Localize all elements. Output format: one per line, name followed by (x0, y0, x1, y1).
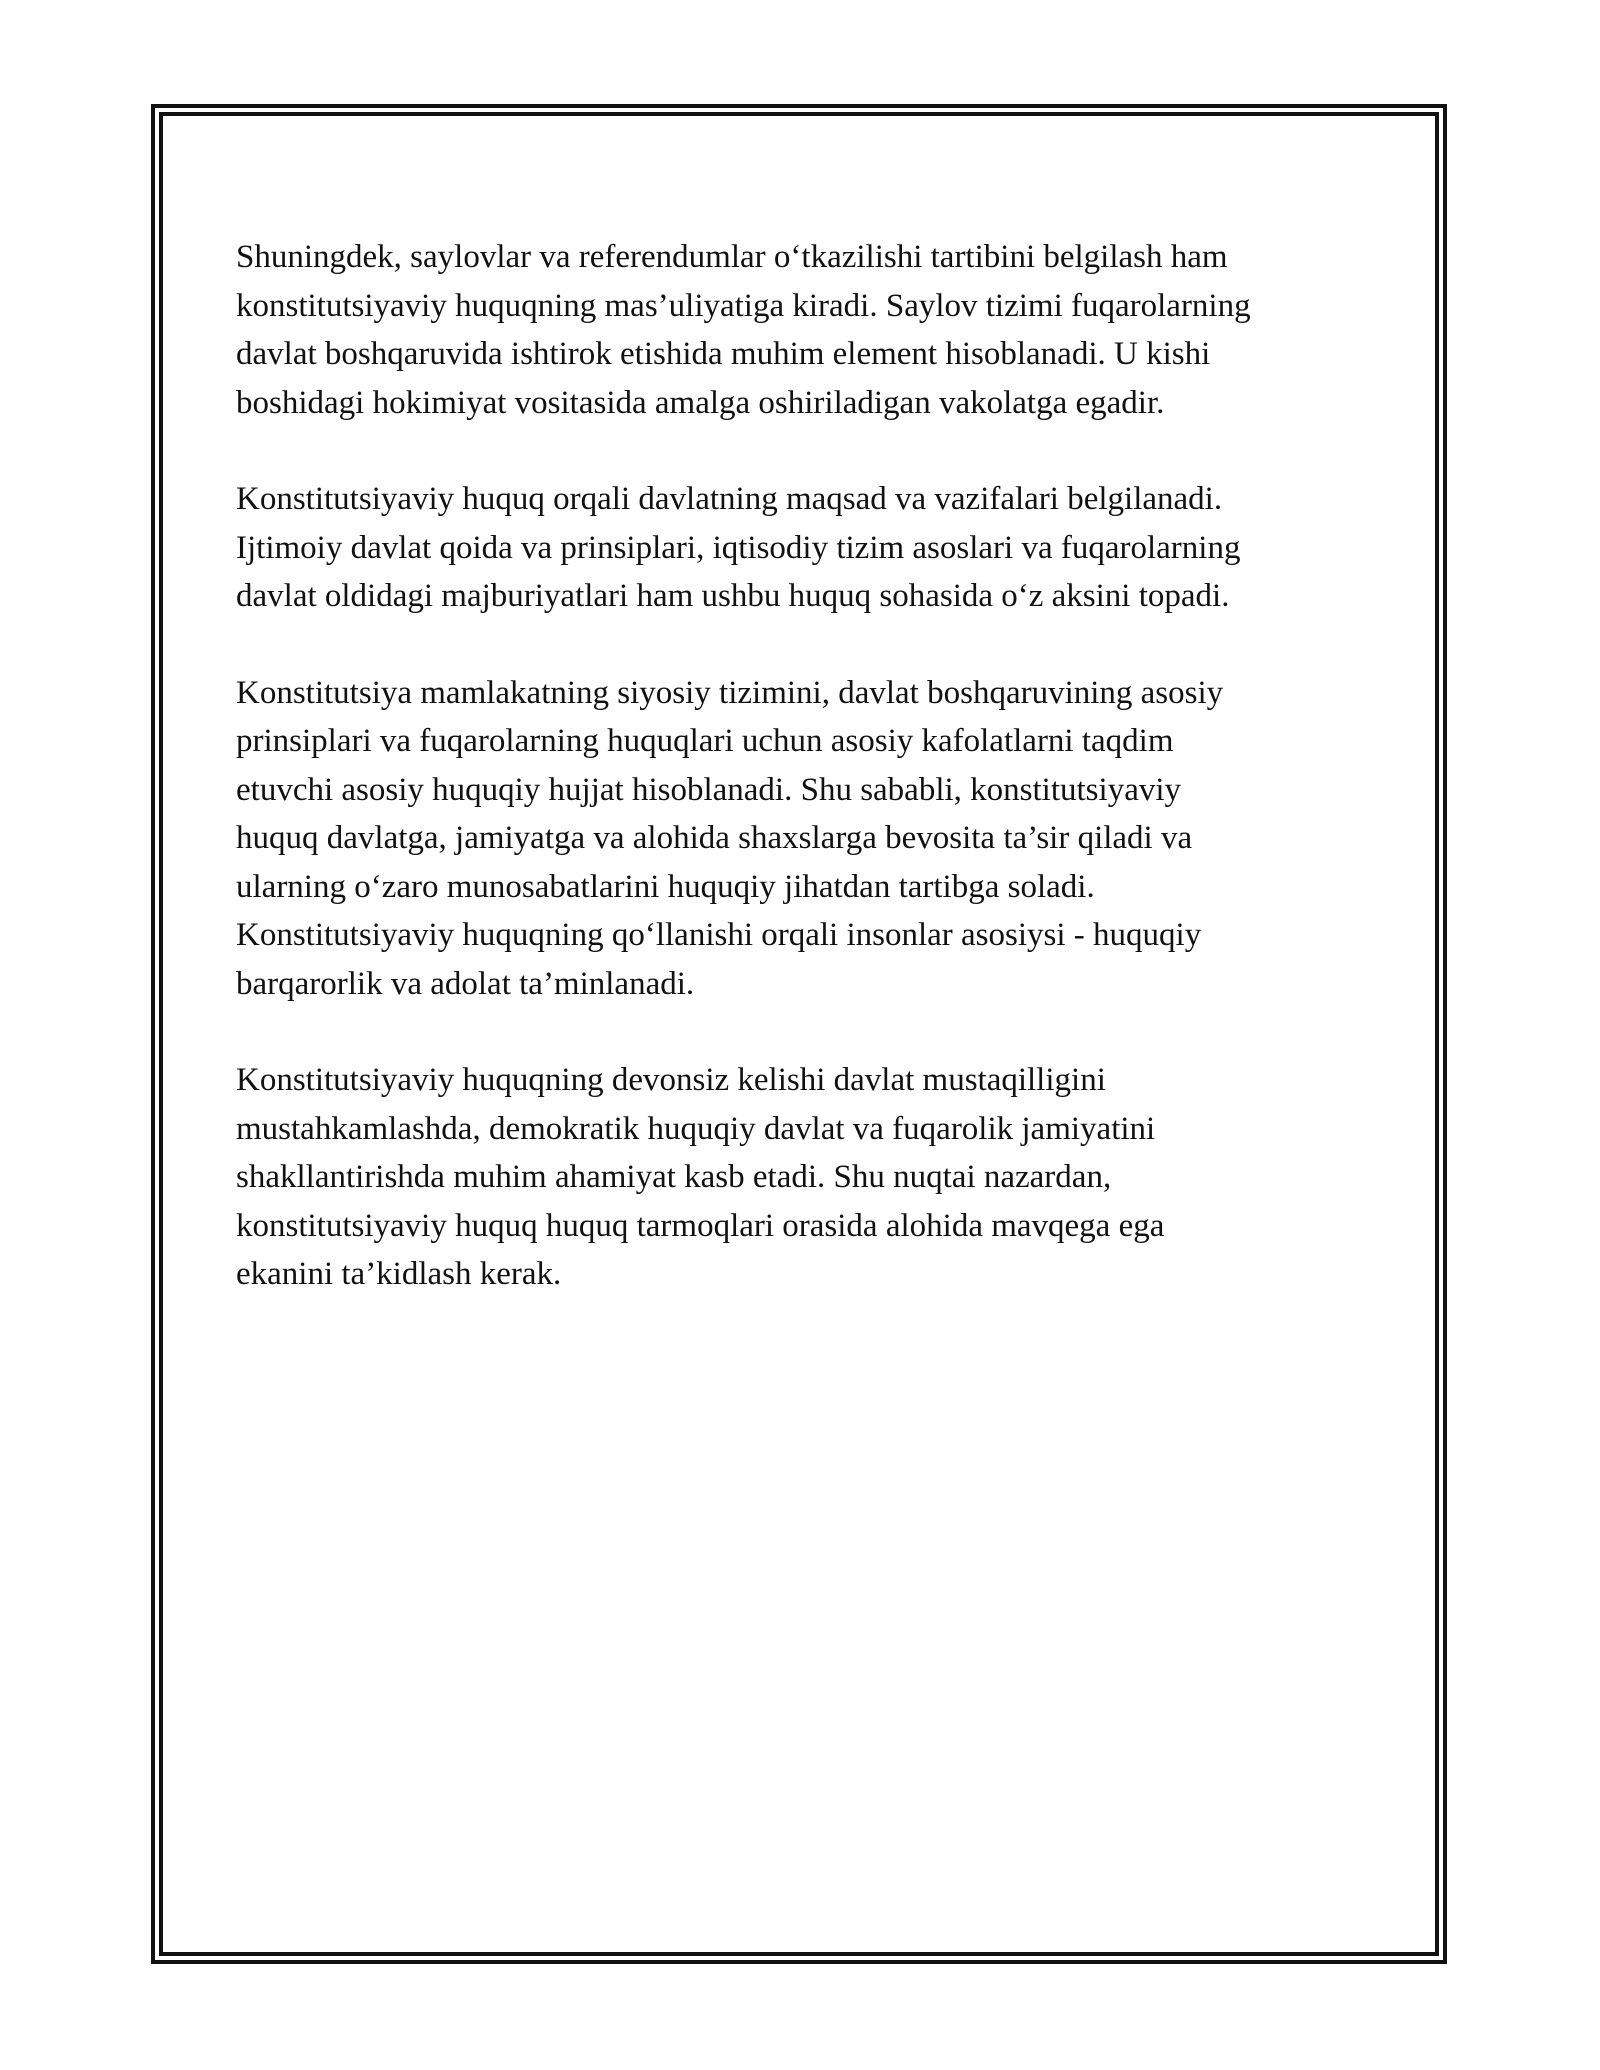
text-line: huquq davlatga, jamiyatga va alohida shaxslarga bevosita ta’sir qiladi va (236, 820, 1193, 856)
text-line: Shuningdek, saylovlar va referendumlar o‘tkazilishi tartibini belgilash ham (236, 239, 1228, 275)
text-line: boshidagi hokimiyat vositasida amalga oshiriladigan vakolatga egadir. (236, 384, 1165, 421)
text-line: Konstitutsiyaviy huquq orqali davlatning maqsad va vazifalari belgilanadi. (236, 481, 1223, 517)
text-line: ularning o‘zaro munosabatlarini huquqiy jihatdan tartibga soladi. (236, 868, 1095, 905)
text-line: prinsiplari va fuqarolarning huquqlari uchun asosiy kafolatlarni taqdim (236, 723, 1174, 759)
text-line: etuvchi asosiy huquqiy hujjat hisoblanadi. Shu sababli, konstitutsiyaviy (236, 771, 1182, 808)
paragraph-4 (236, 1056, 1386, 1299)
text-line: davlat boshqaruvida ishtirok etishida muhim element hisoblanadi. U kishi (236, 336, 1211, 372)
text-line: davlat oldidagi majburiyatlari ham ushbu huquq sohasida o‘z aksini topadi. (236, 578, 1230, 614)
paragraph-1 (236, 233, 1386, 427)
text-line: Konstitutsiyaviy huquqning qo‘llanishi orqali insonlar asosiysi - huquqiy (236, 917, 1202, 953)
text-line: Konstitutsiya mamlakatning siyosiy tizimini, davlat boshqaruvining asosiy (236, 674, 1224, 711)
text-line: mustahkamlashda, demokratik huquqiy davlat va fuqarolik jamiyatini (236, 1110, 1156, 1147)
document-body (236, 233, 1386, 1347)
paragraph-3 (236, 669, 1386, 1009)
text-line: konstitutsiyaviy huquqning mas’uliyatiga kiradi. Saylov tizimi fuqarolarning (236, 287, 1251, 324)
text-line: Konstitutsiyaviy huquqning devonsiz kelishi davlat mustaqilligini (236, 1062, 1106, 1098)
paragraph-2 (236, 475, 1386, 621)
text-line: konstitutsiyaviy huquq huquq tarmoqlari orasida alohida mavqega ega (236, 1207, 1165, 1244)
text-line: Ijtimoiy davlat qoida va prinsiplari, iqtisodiy tizim asoslari va fuqarolarning (236, 529, 1241, 566)
text-line: barqarorlik va adolat ta’minlanadi. (236, 965, 695, 1002)
text-line: ekanini ta’kidlash kerak. (236, 1256, 562, 1292)
text-line: shakllantirishda muhim ahamiyat kasb etadi. Shu nuqtai nazardan, (236, 1159, 1112, 1195)
